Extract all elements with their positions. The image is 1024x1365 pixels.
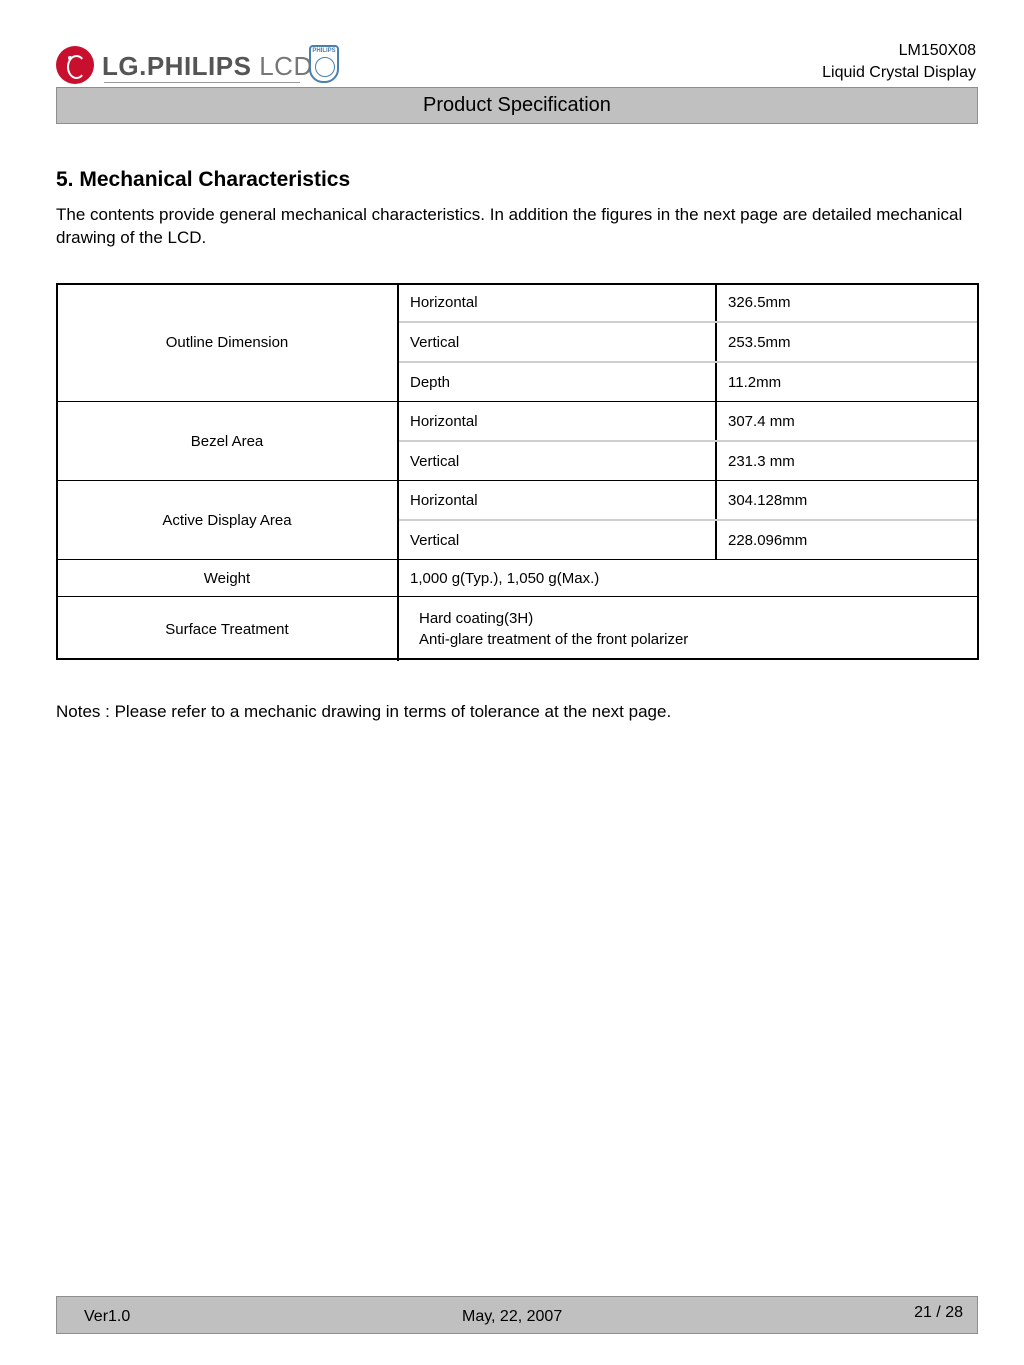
lg-face-icon	[56, 46, 94, 84]
param-name: Vertical	[398, 441, 716, 481]
surface-line-2: Anti-glare treatment of the front polarizer	[419, 631, 689, 648]
param-name: Depth	[398, 362, 716, 402]
param-value: 326.5mm	[716, 283, 978, 322]
product-description: Liquid Crystal Display	[822, 64, 976, 81]
bezel-area-label: Bezel Area	[57, 402, 398, 481]
table-row	[57, 597, 978, 662]
param-name: Vertical	[398, 322, 716, 362]
band-title: Product Specification	[423, 94, 611, 116]
lg-philips-logo	[56, 44, 346, 88]
table-row	[57, 283, 978, 322]
footer-band	[56, 1296, 978, 1334]
page-number: 21 / 28	[914, 1304, 963, 1321]
logo-wordmark: LG.PHILIPS LCD	[102, 51, 313, 81]
param-value: 11.2mm	[716, 362, 978, 402]
mechanical-spec-table	[57, 283, 978, 661]
param-value: 304.128mm	[716, 481, 978, 521]
table-row	[57, 402, 978, 442]
table-row	[57, 481, 978, 521]
footer-date: May, 22, 2007	[462, 1308, 563, 1325]
footer-version: Ver1.0	[84, 1308, 131, 1325]
active-display-area-label: Active Display Area	[57, 481, 398, 560]
param-name: Horizontal	[398, 283, 716, 322]
param-value: 307.4 mm	[716, 402, 978, 442]
param-value: 231.3 mm	[716, 441, 978, 481]
table-row	[57, 560, 978, 597]
param-name: Vertical	[398, 520, 716, 560]
surface-line-1: Hard coating(3H)	[419, 610, 534, 627]
surface-treatment-label: Surface Treatment	[57, 597, 398, 662]
model-number: LM150X08	[898, 42, 976, 59]
notes-text: Notes : Please refer to a mechanic drawing in terms of tolerance at the next page.	[56, 702, 672, 721]
surface-treatment-value	[398, 597, 978, 662]
weight-value: 1,000 g(Typ.), 1,050 g(Max.)	[398, 560, 978, 597]
param-value: 253.5mm	[716, 322, 978, 362]
param-name: Horizontal	[398, 481, 716, 521]
weight-label: Weight	[57, 560, 398, 597]
section-intro: The contents provide general mechanical characteristics. In addition the figures in the next page are detailed mechanical drawing of the LCD.	[56, 205, 963, 247]
outline-dimension-label: Outline Dimension	[57, 283, 398, 402]
param-value: 228.096mm	[716, 520, 978, 560]
param-name: Horizontal	[398, 402, 716, 442]
section-title: 5. Mechanical Characteristics	[56, 168, 351, 191]
philips-shield-icon: PHILIPS	[309, 45, 339, 83]
logo-underline	[104, 82, 300, 83]
header-band	[56, 87, 978, 124]
